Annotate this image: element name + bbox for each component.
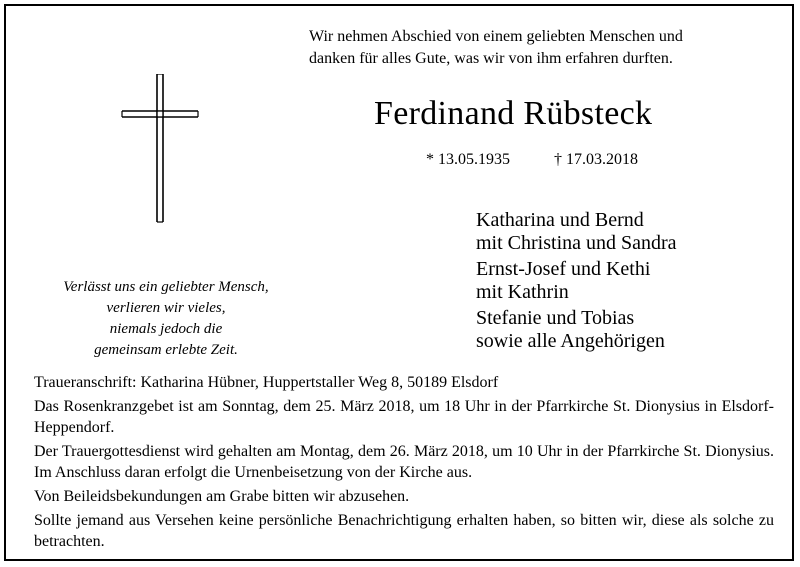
obituary-frame [4, 4, 794, 561]
funeral-info [34, 372, 774, 555]
mourner-group [476, 209, 776, 255]
mourner-line: Stefanie und Tobias [476, 307, 635, 329]
verse-line: gemeinsam erlebte Zeit. [94, 342, 238, 358]
mourner-line: mit Kathrin [476, 281, 569, 303]
mourner-group [476, 307, 776, 353]
rosary-prayer-info: Das Rosenkranzgebet ist am Sonntag, dem 25. März 2018, um 18 Uhr in der Pfarrkirche St. Dionysius in Elsdorf-Heppendorf. [34, 398, 774, 436]
condolence-note: Von Beileidsbekundungen am Grabe bitten wir abzusehen. [34, 488, 410, 505]
mourning-address: Traueranschrift: Katharina Hübner, Huppertstaller Weg 8, 50189 Elsdorf [34, 374, 499, 391]
intro-quote [309, 26, 769, 70]
funeral-service-info: Der Trauergottesdienst wird gehalten am Montag, dem 26. März 2018, um 10 Uhr in der Pfarrkirche St. Dionysius. Im Anschluss daran erfolgt die Urnenbeisetzung von der Kirche aus. [34, 443, 774, 481]
intro-quote-line: Wir nehmen Abschied von einem geliebten Menschen und [309, 28, 683, 45]
verse-line: verlieren wir vieles, [106, 300, 226, 316]
verse-line: Verlässt uns ein geliebter Mensch, [63, 279, 269, 295]
mourner-group [476, 258, 776, 304]
mourner-line: Katharina und Bernd [476, 209, 644, 231]
verse-line: niemals jedoch die [109, 321, 223, 337]
latin-cross-icon [120, 74, 200, 224]
mourner-line: sowie alle Angehörigen [476, 330, 665, 352]
mourner-line: Ernst-Josef und Kethi [476, 258, 651, 280]
notification-note: Sollte jemand aus Versehen keine persönliche Benachrichtigung erhalten haben, so bitten wir, diese als solche zu betrachten. [34, 512, 774, 550]
intro-quote-line: danken für alles Gute, was wir von ihm erfahren durften. [309, 50, 673, 67]
birth-date: * 13.05.1935 [426, 151, 510, 168]
death-date: † 17.03.2018 [554, 151, 638, 168]
mourner-line: mit Christina und Sandra [476, 232, 677, 254]
deceased-name: Ferdinand Rübsteck [374, 95, 653, 132]
memorial-verse [36, 277, 296, 361]
mourners-list [476, 209, 776, 353]
